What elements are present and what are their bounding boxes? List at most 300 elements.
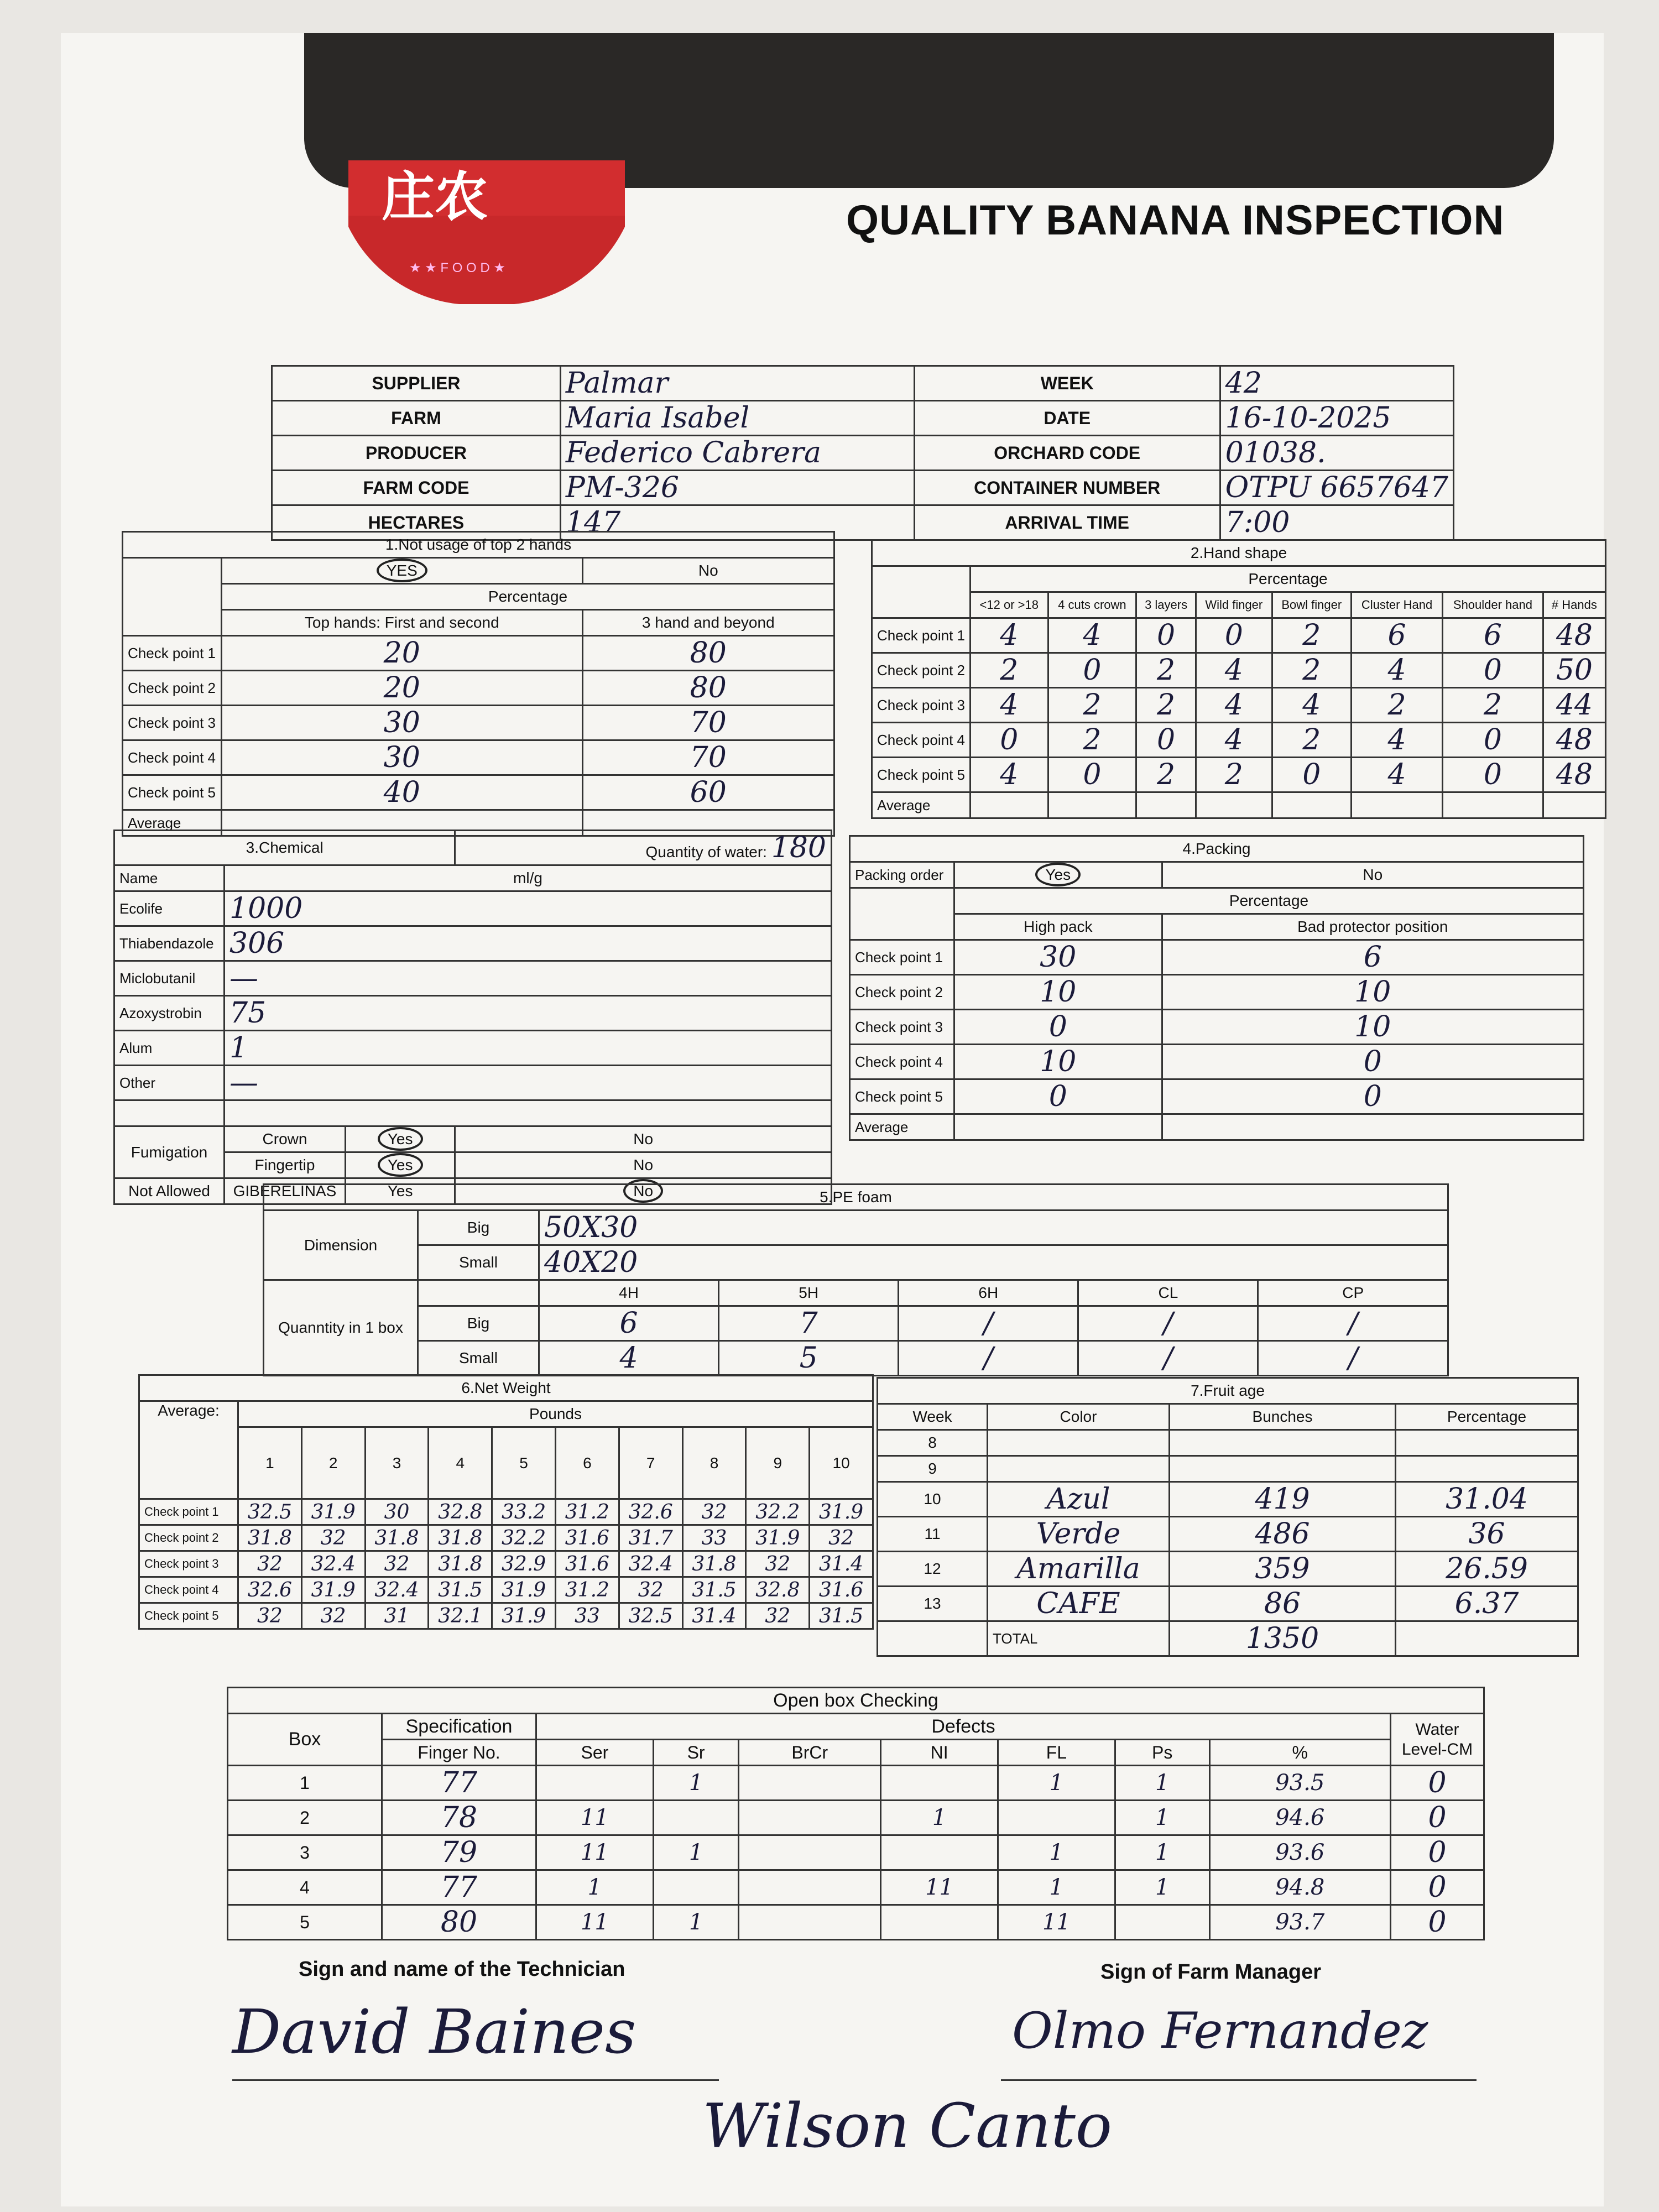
color-value bbox=[988, 1456, 1170, 1482]
weight-value: 32.4 bbox=[365, 1577, 429, 1603]
col-bad-protector: Bad protector position bbox=[1162, 914, 1583, 940]
average-label: Average bbox=[123, 810, 222, 836]
water-level-value: 0 bbox=[1391, 1766, 1484, 1801]
header-field-label: CONTAINER NUMBER bbox=[914, 471, 1220, 505]
packing-order-label: Packing order bbox=[850, 862, 954, 888]
checkpoint-label: Check point 3 bbox=[850, 1010, 954, 1045]
hand-shape-value: 2 bbox=[1136, 653, 1196, 688]
defect-value: 1 bbox=[653, 1835, 739, 1870]
defect-value bbox=[739, 1870, 881, 1905]
weight-value: 32 bbox=[746, 1603, 810, 1629]
week-value: 8 bbox=[878, 1430, 988, 1456]
high-pack-value: 10 bbox=[954, 1045, 1162, 1079]
technician-signature: David Baines bbox=[232, 1996, 637, 2067]
section-pe-foam bbox=[263, 1183, 1449, 1376]
extra-signature: Wilson Canto bbox=[702, 2090, 1112, 2161]
fruit-age-col: Week bbox=[878, 1404, 988, 1430]
weight-value: 32 bbox=[301, 1525, 365, 1551]
defect-col-label: NI bbox=[881, 1740, 998, 1766]
weight-value: 31.9 bbox=[492, 1577, 556, 1603]
header-field-value: 7:00 bbox=[1220, 505, 1453, 540]
third-hand-value: 70 bbox=[582, 706, 834, 740]
table-row bbox=[850, 1010, 1584, 1045]
defect-col-label: FL bbox=[998, 1740, 1115, 1766]
header-row bbox=[272, 436, 1454, 471]
weight-value: 33 bbox=[682, 1525, 746, 1551]
table-row bbox=[228, 1766, 1484, 1801]
table-row bbox=[123, 671, 834, 706]
foam-small-value: 4 bbox=[539, 1341, 719, 1376]
table-row bbox=[114, 926, 832, 961]
weight-value: 31.8 bbox=[429, 1525, 492, 1551]
page-title: QUALITY BANANA INSPECTION bbox=[846, 197, 1505, 244]
percentage-value: 36 bbox=[1396, 1517, 1578, 1552]
chemical-name: Ecolife bbox=[114, 891, 225, 926]
weight-value: 32 bbox=[746, 1551, 810, 1577]
giberelinas-yes: Yes bbox=[346, 1178, 455, 1204]
header-field-value: 42 bbox=[1220, 366, 1453, 401]
dimension-label: Dimension bbox=[264, 1211, 418, 1280]
foam-col-label: 5H bbox=[719, 1280, 899, 1306]
checkpoint-label: Check point 5 bbox=[872, 758, 971, 792]
third-hand-value: 80 bbox=[582, 636, 834, 671]
fruit-age-col: Bunches bbox=[1170, 1404, 1396, 1430]
percentage-label: Percentage bbox=[222, 584, 834, 610]
header-field-value: Palmar bbox=[560, 366, 914, 401]
logo-subtext: ★ ★ F O O D ★ bbox=[409, 260, 505, 275]
foam-col-label: 6H bbox=[899, 1280, 1078, 1306]
weight-value: 32.1 bbox=[429, 1603, 492, 1629]
percentage-value: 6.37 bbox=[1396, 1587, 1578, 1621]
hand-shape-col: # Hands bbox=[1543, 592, 1605, 618]
week-value: 9 bbox=[878, 1456, 988, 1482]
defect-value: 93.5 bbox=[1209, 1766, 1390, 1801]
table-row bbox=[878, 1482, 1578, 1517]
hand-shape-value: 2 bbox=[1272, 653, 1351, 688]
foam-col-label: CL bbox=[1078, 1280, 1258, 1306]
defect-value bbox=[1115, 1905, 1209, 1940]
dim-big-value: 50X30 bbox=[539, 1211, 1448, 1245]
header-field-label: PRODUCER bbox=[272, 436, 561, 471]
giberelinas-no: No bbox=[623, 1179, 663, 1203]
defect-value bbox=[653, 1870, 739, 1905]
fingertip-label: Fingertip bbox=[225, 1152, 346, 1178]
percentage-value: 26.59 bbox=[1396, 1552, 1578, 1587]
defect-value bbox=[739, 1835, 881, 1870]
name-label: Name bbox=[114, 865, 225, 891]
table-row bbox=[139, 1577, 873, 1603]
pounds-label: Pounds bbox=[238, 1401, 873, 1427]
defect-value bbox=[881, 1835, 998, 1870]
third-hand-value: 70 bbox=[582, 740, 834, 775]
section-title: 1.Not usage of top 2 hands bbox=[123, 532, 834, 558]
fingertip-no: No bbox=[455, 1152, 832, 1178]
table-row bbox=[872, 758, 1606, 792]
not-allowed-label: Not Allowed bbox=[114, 1178, 225, 1204]
hand-shape-value: 4 bbox=[970, 618, 1048, 653]
weight-value: 31.9 bbox=[492, 1603, 556, 1629]
hand-shape-value: 0 bbox=[1136, 618, 1196, 653]
no-option: No bbox=[582, 558, 834, 584]
hand-shape-value: 6 bbox=[1443, 618, 1543, 653]
finger-count: 77 bbox=[382, 1766, 536, 1801]
foam-col-label: 4H bbox=[539, 1280, 719, 1306]
table-row bbox=[123, 740, 834, 775]
foam-big-value: / bbox=[1078, 1306, 1258, 1341]
hand-shape-value: 4 bbox=[1272, 688, 1351, 723]
header-row bbox=[272, 471, 1454, 505]
section-title: 4.Packing bbox=[850, 836, 1584, 862]
finger-count: 77 bbox=[382, 1870, 536, 1905]
weight-value: 31.6 bbox=[555, 1551, 619, 1577]
high-pack-value: 30 bbox=[954, 940, 1162, 975]
high-pack-value: 0 bbox=[954, 1079, 1162, 1114]
top-hands-value: 20 bbox=[222, 671, 583, 706]
weight-value: 31.6 bbox=[555, 1525, 619, 1551]
weight-value: 32 bbox=[238, 1551, 302, 1577]
chemical-name: Other bbox=[114, 1066, 225, 1100]
weight-value: 32.6 bbox=[619, 1499, 682, 1525]
weight-value: 32 bbox=[810, 1525, 873, 1551]
section-chemical bbox=[113, 830, 832, 1205]
header-field-label: ORCHARD CODE bbox=[914, 436, 1220, 471]
technician-sign-label: Sign and name of the Technician bbox=[299, 1958, 625, 1981]
header-field-label: FARM CODE bbox=[272, 471, 561, 505]
defect-value bbox=[739, 1766, 881, 1801]
weight-value: 32.6 bbox=[238, 1577, 302, 1603]
section-title: 6.Net Weight bbox=[139, 1375, 873, 1401]
checkpoint-label: Check point 1 bbox=[872, 618, 971, 653]
quantity-label: Quanntity in 1 box bbox=[264, 1280, 418, 1376]
third-hand-value: 60 bbox=[582, 775, 834, 810]
weight-col-label: 4 bbox=[429, 1427, 492, 1499]
color-value bbox=[988, 1430, 1170, 1456]
header-field-value: 01038. bbox=[1220, 436, 1453, 471]
table-row bbox=[114, 1031, 832, 1066]
table-row bbox=[878, 1517, 1578, 1552]
packing-no: No bbox=[1162, 862, 1583, 888]
table-row bbox=[123, 636, 834, 671]
box-number: 2 bbox=[228, 1801, 382, 1835]
percentage-label: Percentage bbox=[970, 566, 1605, 592]
section-title: 5.PE foam bbox=[264, 1185, 1448, 1211]
weight-value: 32 bbox=[238, 1603, 302, 1629]
weight-value: 32.5 bbox=[619, 1603, 682, 1629]
checkpoint-label: Check point 4 bbox=[872, 723, 971, 758]
table-row bbox=[872, 653, 1606, 688]
foam-big-value: / bbox=[899, 1306, 1078, 1341]
hand-shape-value: 2 bbox=[1136, 688, 1196, 723]
checkpoint-label: Check point 4 bbox=[123, 740, 222, 775]
hand-shape-value: 50 bbox=[1543, 653, 1605, 688]
hand-shape-col: <12 or >18 bbox=[970, 592, 1048, 618]
weight-value: 32.5 bbox=[238, 1499, 302, 1525]
header-field-value: Federico Cabrera bbox=[560, 436, 914, 471]
hand-shape-col: Cluster Hand bbox=[1351, 592, 1442, 618]
bunches-value bbox=[1170, 1456, 1396, 1482]
percentage-value bbox=[1396, 1456, 1578, 1482]
week-value: 10 bbox=[878, 1482, 988, 1517]
checkpoint-label: Check point 5 bbox=[123, 775, 222, 810]
table-row bbox=[878, 1587, 1578, 1621]
weight-col-label: 1 bbox=[238, 1427, 302, 1499]
top-hands-value: 40 bbox=[222, 775, 583, 810]
weight-value: 31.8 bbox=[238, 1525, 302, 1551]
chemical-amount: 1 bbox=[225, 1031, 832, 1066]
hand-shape-value: 4 bbox=[970, 758, 1048, 792]
weight-value: 33.2 bbox=[492, 1499, 556, 1525]
foam-big-value: 6 bbox=[539, 1306, 719, 1341]
defect-value: 93.6 bbox=[1209, 1835, 1390, 1870]
section-title: 3.Chemical bbox=[114, 831, 455, 865]
weight-value: 31.8 bbox=[429, 1551, 492, 1577]
defect-value: 1 bbox=[653, 1905, 739, 1940]
hand-shape-value: 2 bbox=[1443, 688, 1543, 723]
hand-shape-value: 2 bbox=[1272, 618, 1351, 653]
defects-label: Defects bbox=[536, 1714, 1391, 1740]
hand-shape-value: 4 bbox=[1351, 723, 1442, 758]
defect-value: 11 bbox=[998, 1905, 1115, 1940]
average-label: Average: bbox=[139, 1401, 238, 1499]
checkpoint-label: Check point 2 bbox=[850, 975, 954, 1010]
header-field-label: SUPPLIER bbox=[272, 366, 561, 401]
weight-col-label: 6 bbox=[555, 1427, 619, 1499]
defect-value bbox=[998, 1801, 1115, 1835]
foam-big-value: 7 bbox=[719, 1306, 899, 1341]
table-row bbox=[228, 1870, 1484, 1905]
hand-shape-value: 44 bbox=[1543, 688, 1605, 723]
weight-value: 32.2 bbox=[492, 1525, 556, 1551]
table-row bbox=[228, 1835, 1484, 1870]
chemical-amount: 75 bbox=[225, 996, 832, 1031]
logo-text: 庄农 bbox=[382, 168, 488, 227]
hand-shape-value: 0 bbox=[1048, 653, 1136, 688]
defect-value: 11 bbox=[536, 1905, 654, 1940]
weight-value: 32.4 bbox=[619, 1551, 682, 1577]
section-top-hands bbox=[122, 531, 835, 837]
bad-protector-value: 6 bbox=[1162, 940, 1583, 975]
defect-value bbox=[881, 1905, 998, 1940]
packing-yes: Yes bbox=[1035, 863, 1081, 886]
hand-shape-value: 2 bbox=[1272, 723, 1351, 758]
finger-count: 78 bbox=[382, 1801, 536, 1835]
percentage-value: 31.04 bbox=[1396, 1482, 1578, 1517]
table-row bbox=[123, 706, 834, 740]
box-number: 5 bbox=[228, 1905, 382, 1940]
percentage-label: Percentage bbox=[954, 888, 1584, 914]
weight-value: 32.9 bbox=[492, 1551, 556, 1577]
week-value: 12 bbox=[878, 1552, 988, 1587]
hand-shape-value: 6 bbox=[1351, 618, 1442, 653]
section-net-weight bbox=[138, 1374, 874, 1630]
col-third-hand: 3 hand and beyond bbox=[582, 610, 834, 636]
defect-value: 1 bbox=[998, 1870, 1115, 1905]
total-value: 1350 bbox=[1170, 1621, 1396, 1656]
defect-value: 94.8 bbox=[1209, 1870, 1390, 1905]
weight-value: 31.2 bbox=[555, 1577, 619, 1603]
bunches-value: 359 bbox=[1170, 1552, 1396, 1587]
water-level-value: 0 bbox=[1391, 1801, 1484, 1835]
defect-value: 1 bbox=[1115, 1766, 1209, 1801]
water-level-label: Water Level-CM bbox=[1391, 1714, 1484, 1766]
percentage-value bbox=[1396, 1430, 1578, 1456]
foam-big-value: / bbox=[1258, 1306, 1448, 1341]
header-row bbox=[272, 401, 1454, 436]
header-field-label: WEEK bbox=[914, 366, 1220, 401]
high-pack-value: 0 bbox=[954, 1010, 1162, 1045]
specification-label: Specification bbox=[382, 1714, 536, 1740]
defect-value: 11 bbox=[536, 1801, 654, 1835]
fumigation-label: Fumigation bbox=[114, 1126, 225, 1178]
high-pack-value: 10 bbox=[954, 975, 1162, 1010]
hand-shape-value: 0 bbox=[1136, 723, 1196, 758]
defect-value: 1 bbox=[1115, 1835, 1209, 1870]
header-field-label: HECTARES bbox=[272, 505, 561, 540]
section-hand-shape bbox=[871, 539, 1606, 819]
hand-shape-value: 4 bbox=[1048, 618, 1136, 653]
weight-value: 32.8 bbox=[746, 1577, 810, 1603]
defect-value bbox=[881, 1766, 998, 1801]
week-value: 11 bbox=[878, 1517, 988, 1552]
dim-small-label: Small bbox=[418, 1245, 539, 1280]
header-field-value: 16-10-2025 bbox=[1220, 401, 1453, 436]
checkpoint-label: Check point 4 bbox=[850, 1045, 954, 1079]
manager-sign-label: Sign of Farm Manager bbox=[1100, 1960, 1322, 1984]
bunches-value bbox=[1170, 1430, 1396, 1456]
col-top-hands: Top hands: First and second bbox=[222, 610, 583, 636]
header-field-label: FARM bbox=[272, 401, 561, 436]
qty-big-label: Big bbox=[418, 1306, 539, 1341]
top-hands-value: 30 bbox=[222, 740, 583, 775]
header-row bbox=[272, 366, 1454, 401]
foam-small-value: / bbox=[1258, 1341, 1448, 1376]
hand-shape-value: 0 bbox=[1272, 758, 1351, 792]
color-value: Azul bbox=[988, 1482, 1170, 1517]
weight-value: 31.4 bbox=[810, 1551, 873, 1577]
color-value: Amarilla bbox=[988, 1552, 1170, 1587]
weight-col-label: 3 bbox=[365, 1427, 429, 1499]
weight-value: 31.8 bbox=[365, 1525, 429, 1551]
defect-col-label: BrCr bbox=[739, 1740, 881, 1766]
chemical-name: Thiabendazole bbox=[114, 926, 225, 961]
weight-value: 31.4 bbox=[682, 1603, 746, 1629]
hand-shape-value: 2 bbox=[1351, 688, 1442, 723]
hand-shape-value: 2 bbox=[970, 653, 1048, 688]
hand-shape-value: 0 bbox=[1048, 758, 1136, 792]
defect-value: 93.7 bbox=[1209, 1905, 1390, 1940]
yes-circled: YES bbox=[377, 559, 427, 582]
hand-shape-value: 4 bbox=[1196, 723, 1272, 758]
hand-shape-value: 48 bbox=[1543, 618, 1605, 653]
table-row bbox=[123, 775, 834, 810]
table-row bbox=[139, 1499, 873, 1525]
defect-value bbox=[739, 1801, 881, 1835]
defect-value: 94.6 bbox=[1209, 1801, 1390, 1835]
chemical-name: Azoxystrobin bbox=[114, 996, 225, 1031]
hand-shape-value: 0 bbox=[970, 723, 1048, 758]
hand-shape-value: 48 bbox=[1543, 723, 1605, 758]
defect-value bbox=[536, 1766, 654, 1801]
bad-protector-value: 0 bbox=[1162, 1079, 1583, 1114]
defect-value: 1 bbox=[998, 1835, 1115, 1870]
table-row bbox=[878, 1430, 1578, 1456]
checkpoint-label: Check point 5 bbox=[850, 1079, 954, 1114]
crown-label: Crown bbox=[225, 1126, 346, 1152]
table-row bbox=[228, 1801, 1484, 1835]
table-row bbox=[872, 723, 1606, 758]
bunches-value: 486 bbox=[1170, 1517, 1396, 1552]
weight-value: 31.8 bbox=[682, 1551, 746, 1577]
color-value: Verde bbox=[988, 1517, 1170, 1552]
box-label: Box bbox=[228, 1714, 382, 1766]
hand-shape-value: 4 bbox=[1351, 653, 1442, 688]
checkpoint-label: Check point 1 bbox=[850, 940, 954, 975]
crown-yes: Yes bbox=[378, 1127, 423, 1151]
checkpoint-label: Check point 3 bbox=[139, 1551, 238, 1577]
weight-value: 31.9 bbox=[301, 1499, 365, 1525]
section-title: Open box Checking bbox=[228, 1688, 1484, 1714]
foam-small-value: / bbox=[1078, 1341, 1258, 1376]
water-level-value: 0 bbox=[1391, 1835, 1484, 1870]
hand-shape-value: 2 bbox=[1048, 723, 1136, 758]
hand-shape-value: 0 bbox=[1443, 653, 1543, 688]
col-high-pack: High pack bbox=[954, 914, 1162, 940]
header-field-label: ARRIVAL TIME bbox=[914, 505, 1220, 540]
defect-value: 11 bbox=[536, 1835, 654, 1870]
dim-big-label: Big bbox=[418, 1211, 539, 1245]
defect-col-label: Ser bbox=[536, 1740, 654, 1766]
hand-shape-col: Bowl finger bbox=[1272, 592, 1351, 618]
defect-value: 1 bbox=[536, 1870, 654, 1905]
hand-shape-value: 2 bbox=[1048, 688, 1136, 723]
defect-value: 11 bbox=[881, 1870, 998, 1905]
top-hands-value: 30 bbox=[222, 706, 583, 740]
inspection-sheet bbox=[61, 33, 1604, 2206]
table-row bbox=[114, 996, 832, 1031]
header-field-value: OTPU 6657647 bbox=[1220, 471, 1453, 505]
table-row bbox=[114, 891, 832, 926]
weight-value: 32 bbox=[619, 1577, 682, 1603]
hand-shape-value: 4 bbox=[1196, 653, 1272, 688]
defect-value: 1 bbox=[1115, 1801, 1209, 1835]
week-value: 13 bbox=[878, 1587, 988, 1621]
table-row bbox=[139, 1525, 873, 1551]
weight-value: 31.5 bbox=[682, 1577, 746, 1603]
hand-shape-value: 2 bbox=[1136, 758, 1196, 792]
table-row bbox=[878, 1552, 1578, 1587]
section-fruit-age bbox=[877, 1377, 1579, 1657]
weight-col-label: 7 bbox=[619, 1427, 682, 1499]
checkpoint-label: Check point 2 bbox=[123, 671, 222, 706]
weight-col-label: 8 bbox=[682, 1427, 746, 1499]
foam-small-value: 5 bbox=[719, 1341, 899, 1376]
weight-value: 32.4 bbox=[301, 1551, 365, 1577]
weight-col-label: 9 bbox=[746, 1427, 810, 1499]
checkpoint-label: Check point 4 bbox=[139, 1577, 238, 1603]
top-hands-value: 20 bbox=[222, 636, 583, 671]
water-value: 180 bbox=[771, 831, 826, 864]
box-number: 4 bbox=[228, 1870, 382, 1905]
table-row bbox=[878, 1456, 1578, 1482]
table-row bbox=[850, 975, 1584, 1010]
weight-value: 31 bbox=[365, 1603, 429, 1629]
qty-small-label: Small bbox=[418, 1341, 539, 1376]
weight-value: 32 bbox=[682, 1499, 746, 1525]
fruit-age-col: Color bbox=[988, 1404, 1170, 1430]
table-row bbox=[850, 1079, 1584, 1114]
bunches-value: 419 bbox=[1170, 1482, 1396, 1517]
table-row bbox=[139, 1551, 873, 1577]
